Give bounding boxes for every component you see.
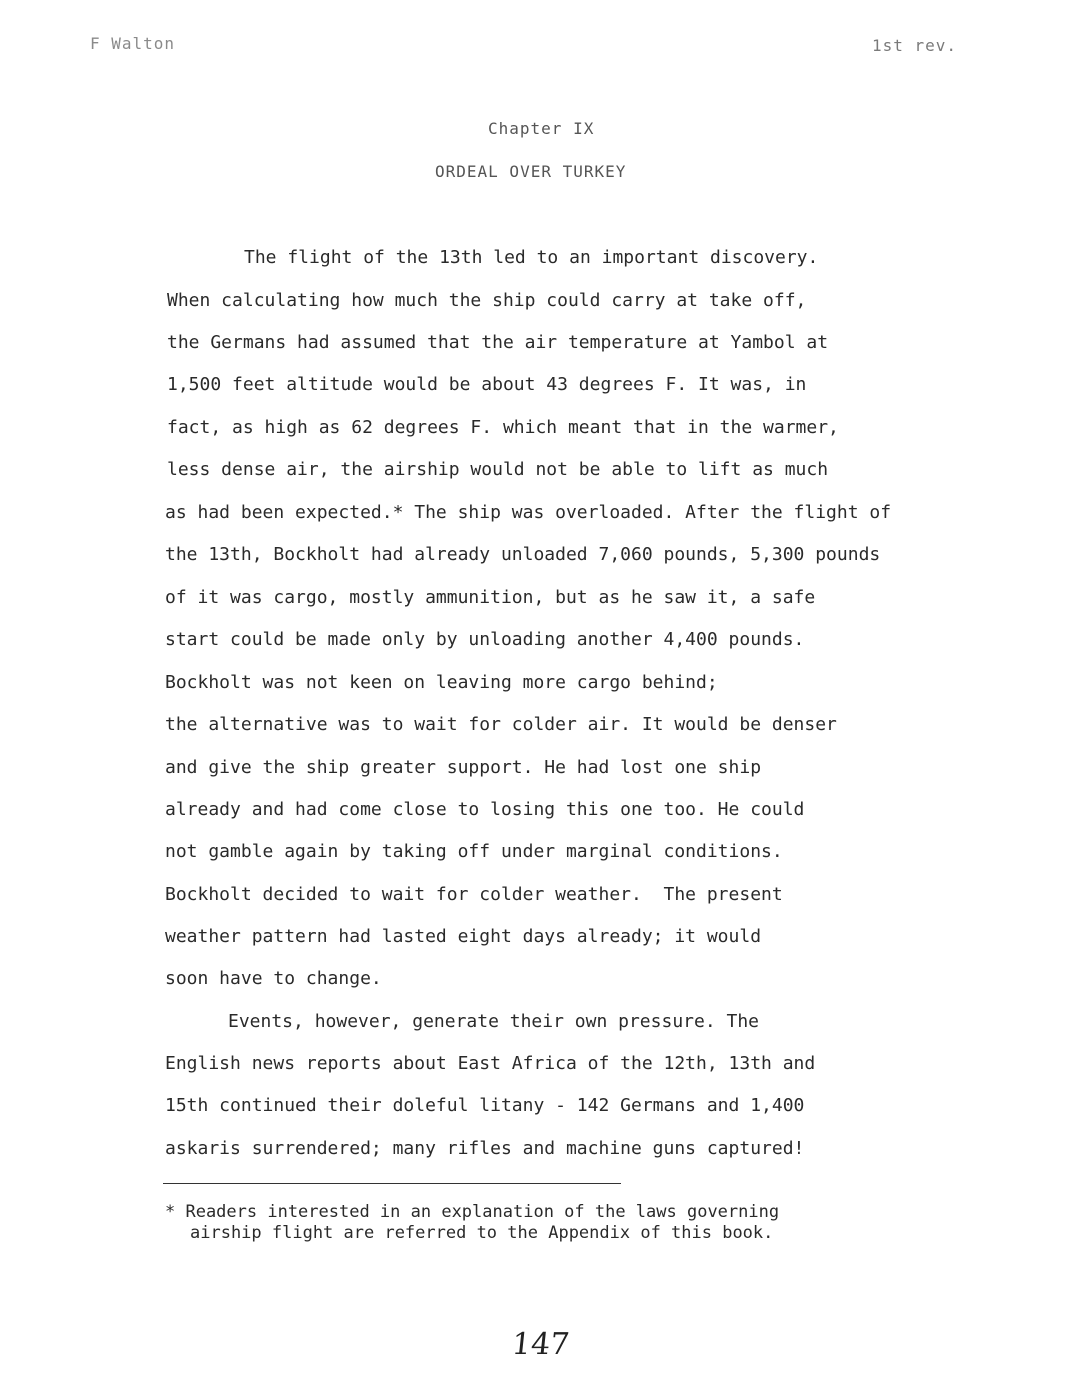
body-line: Bockholt was not keen on leaving more cargo behind; [165,672,718,693]
body-line: the Germans had assumed that the air temperature at Yambol at [167,332,829,353]
body-line: of it was cargo, mostly ammunition, but as he saw it, a safe [165,587,816,608]
author-header: F Walton [90,34,176,53]
body-line: as had been expected.* The ship was overloaded. After the flight of [165,502,892,523]
body-line: askaris surrendered; many rifles and machine guns captured! [165,1138,805,1159]
body-line: the alternative was to wait for colder air. It would be denser [165,714,837,735]
body-line: start could be made only by unloading another 4,400 pounds. [165,629,805,650]
body-line: and give the ship greater support. He had lost one ship [165,757,762,778]
body-line: The flight of the 13th led to an important discovery. [244,247,819,268]
footnote-line: airship flight are referred to the Appendix of this book. [190,1223,774,1243]
body-line: soon have to change. [165,968,382,989]
body-line: Bockholt decided to wait for colder weather. The present [165,884,783,905]
footnote-line: * Readers interested in an explanation of the laws governing [165,1202,780,1222]
body-line: weather pattern had lasted eight days already; it would [165,926,762,947]
body-line: 15th continued their doleful litany - 142 Germans and 1,400 [165,1095,805,1116]
body-line: When calculating how much the ship could carry at take off, [167,290,807,311]
body-line: not gamble again by taking off under marginal conditions. [165,841,783,862]
body-line: Events, however, generate their own pressure. The [228,1011,760,1032]
body-line: the 13th, Bockholt had already unloaded 7,060 pounds, 5,300 pounds [165,544,881,565]
body-line: English news reports about East Africa of the 12th, 13th and [165,1053,816,1074]
revision-header: 1st rev. [872,36,958,55]
page-number: 147 [510,1327,572,1362]
body-line: 1,500 feet altitude would be about 43 degrees F. It was, in [167,374,807,395]
footnote-divider [163,1183,621,1184]
body-line: fact, as high as 62 degrees F. which meant that in the warmer, [167,417,839,438]
chapter-heading: Chapter IX [488,119,595,138]
body-line: less dense air, the airship would not be able to lift as much [167,459,829,480]
chapter-title: ORDEAL OVER TURKEY [435,162,627,181]
body-line: already and had come close to losing this one too. He could [165,799,805,820]
